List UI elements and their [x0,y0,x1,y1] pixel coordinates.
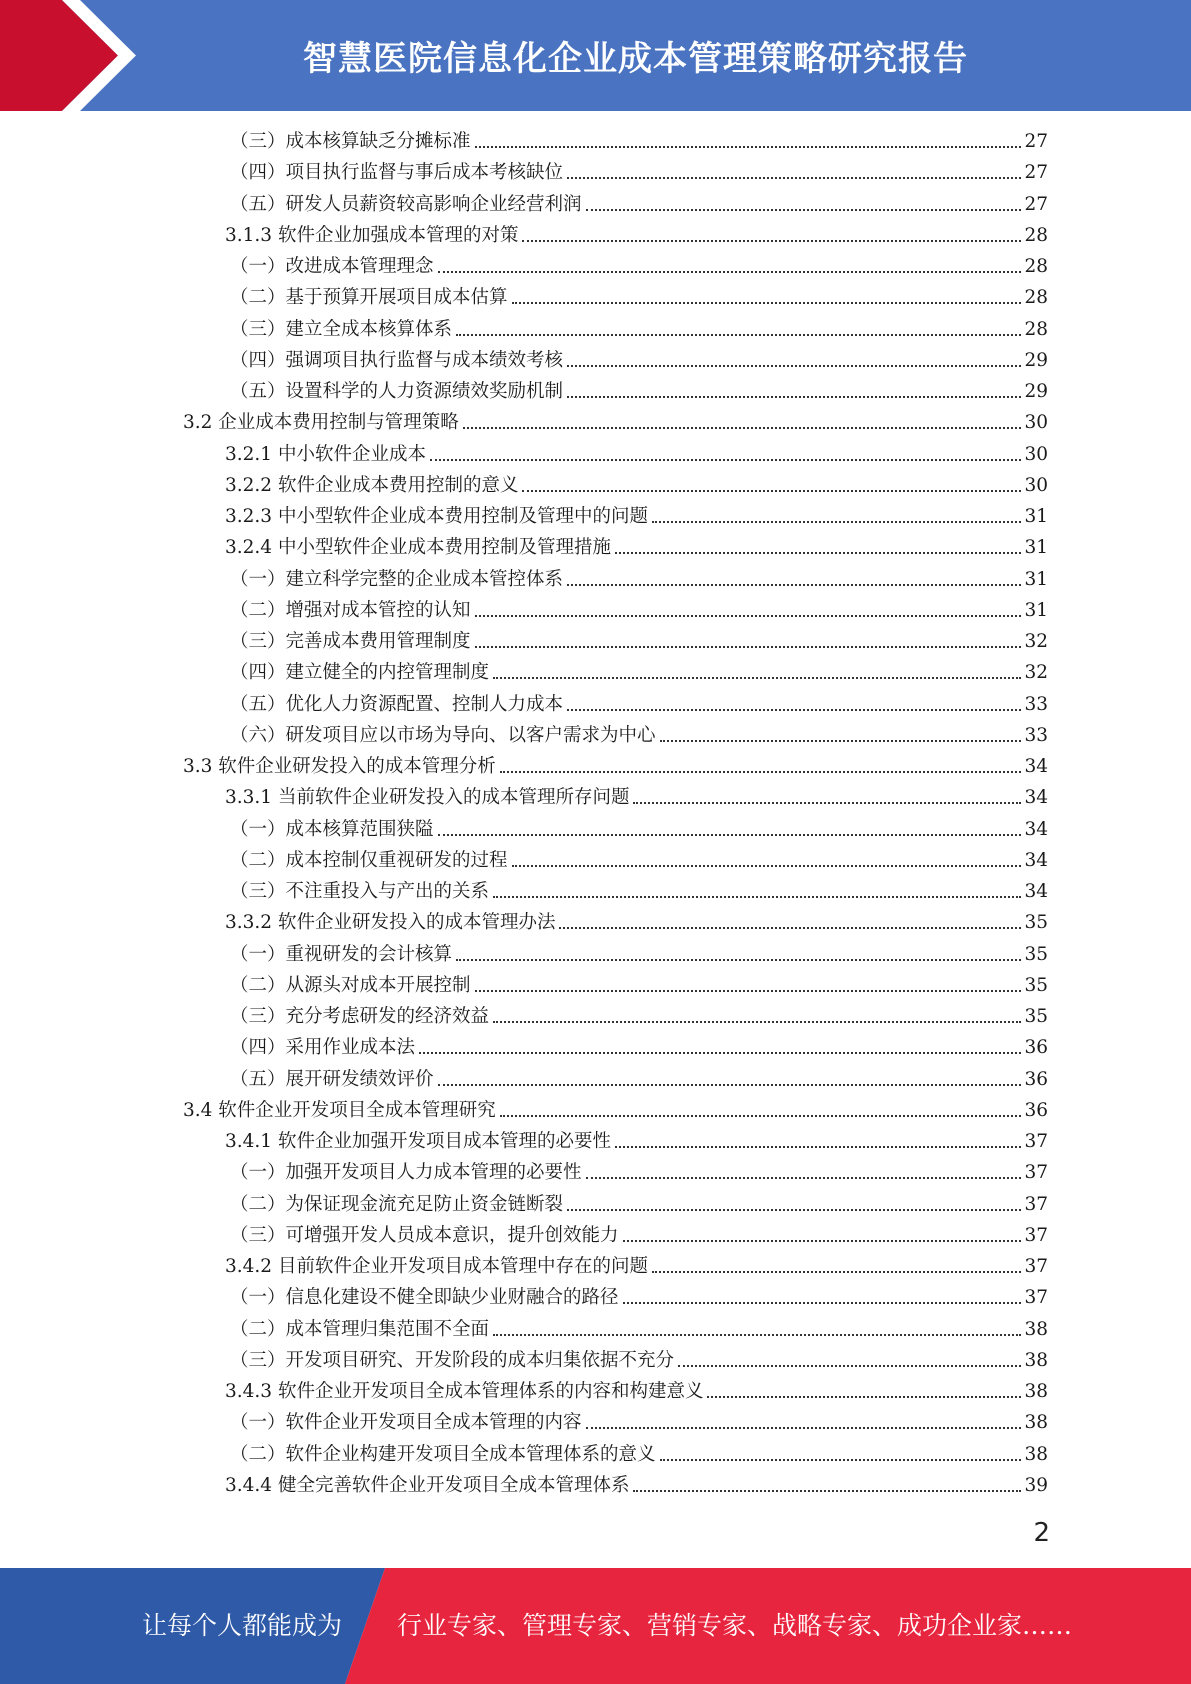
toc-entry[interactable] [225,220,1048,251]
toc-entry[interactable] [230,1032,1048,1063]
toc-dot-leader [493,677,1021,679]
toc-entry-label: （三）开发项目研究、开发阶段的成本归集依据不充分 [230,1349,675,1371]
toc-dot-leader [500,1115,1022,1117]
toc-entry-label: （四）建立健全的内控管理制度 [230,662,490,684]
toc-entry-label: （二）增强对成本管控的认知 [230,599,471,621]
toc-entry-page: 34 [1024,881,1048,902]
toc-entry-page: 38 [1024,1349,1048,1371]
toc-entry-label: （二）成本管理归集范围不全面 [230,1318,490,1340]
toc-dot-leader [623,1240,1022,1242]
toc-entry[interactable] [230,720,1048,751]
toc-entry-label: （三）充分考虑研发的经济效益 [230,1006,490,1027]
toc-entry-page: 29 [1024,381,1048,402]
toc-entry[interactable] [183,1095,1048,1126]
toc-entry[interactable] [230,814,1048,845]
toc-entry-page: 37 [1024,1162,1048,1184]
toc-entry-page: 35 [1024,943,1048,965]
toc-dot-leader [456,334,1021,336]
toc-dot-leader [456,959,1021,961]
toc-entry-page: 31 [1024,537,1048,559]
toc-entry-label: （六）研发项目应以市场为导向、以客户需求为中心 [230,724,656,746]
toc-entry-page: 28 [1024,224,1048,246]
toc-entry[interactable] [230,1407,1048,1438]
toc-dot-leader [475,990,1022,992]
toc-dot-leader [438,1084,1022,1086]
toc-dot-leader [652,521,1021,523]
toc-dot-leader [559,927,1021,929]
toc-entry[interactable] [225,1376,1048,1407]
page-footer [0,1568,1191,1684]
page-number: 2 [1033,1518,1050,1548]
toc-entry-label: 3.4.2 目前软件企业开发项目成本管理中存在的问题 [225,1256,648,1277]
toc-dot-leader [586,209,1022,211]
toc-entry-label: 3.3 软件企业研发投入的成本管理分析 [183,756,496,777]
toc-entry-page: 38 [1024,1381,1048,1402]
toc-entry-label: 3.4 软件企业开发项目全成本管理研究 [183,1099,496,1121]
toc-entry[interactable] [225,907,1048,938]
toc-entry[interactable] [230,939,1048,970]
toc-entry[interactable] [230,626,1048,657]
toc-entry-label: 3.4.3 软件企业开发项目全成本管理体系的内容和构建意义 [225,1381,704,1402]
toc-entry-label: （五）展开研发绩效评价 [230,1068,434,1090]
toc-entry-label: 3.2.4 中小型软件企业成本费用控制及管理措施 [225,537,611,559]
toc-entry-label: 3.3.2 软件企业研发投入的成本管理办法 [225,912,556,934]
toc-dot-leader [522,240,1021,242]
toc-entry[interactable] [230,689,1048,720]
toc-entry-label: （二）为保证现金流充足防止资金链断裂 [230,1193,564,1215]
toc-entry[interactable] [230,314,1048,345]
toc-dot-leader [430,459,1021,461]
toc-entry[interactable] [230,157,1048,188]
toc-entry-page: 30 [1024,412,1048,434]
toc-entry[interactable] [230,1314,1048,1345]
document-title: 智慧医院信息化企业成本管理策略研究报告 [303,39,968,79]
toc-entry-page: 33 [1024,693,1048,715]
toc-dot-leader [463,427,1022,429]
toc-dot-leader [615,1146,1021,1148]
toc-entry-page: 37 [1024,1224,1048,1246]
toc-entry[interactable] [230,189,1048,220]
toc-dot-leader [567,709,1021,711]
toc-entry-page: 28 [1024,318,1048,340]
toc-entry-page: 38 [1024,1318,1048,1340]
toc-entry[interactable] [230,1064,1048,1095]
toc-entry-page: 36 [1024,1068,1048,1090]
toc-dot-leader [493,1021,1021,1023]
toc-dot-leader [512,302,1022,304]
toc-entry-page: 27 [1024,193,1048,215]
toc-entry-page: 27 [1024,162,1048,184]
toc-dot-leader [652,1271,1021,1273]
toc-entry[interactable] [230,1220,1048,1251]
toc-entry-label: （四）采用作业成本法 [230,1037,416,1059]
toc-entry-page: 36 [1024,1099,1048,1121]
footer-slogan-right: 行业专家、管理专家、营销专家、战略专家、成功企业家…… [397,1611,1073,1640]
toc-entry-page: 28 [1024,287,1048,309]
toc-entry-label: （五）设置科学的人力资源绩效奖励机制 [230,381,564,402]
toc-dot-leader [475,146,1022,148]
toc-entry[interactable] [225,501,1048,532]
toc-entry[interactable] [230,345,1048,376]
toc-entry-page: 29 [1024,349,1048,371]
toc-entry[interactable] [225,439,1048,470]
toc-dot-leader [475,646,1022,648]
toc-entry-label: （三）可增强开发人员成本意识，提升创效能力 [230,1224,619,1246]
toc-entry-label: （四）强调项目执行监督与成本绩效考核 [230,349,564,371]
toc-entry[interactable] [230,1157,1048,1188]
footer-slogan-left: 让每个人都能成为 [142,1611,343,1640]
toc-entry-label: （一）改进成本管理理念 [230,256,434,277]
toc-entry-label: 3.4.1 软件企业加强开发项目成本管理的必要性 [225,1131,611,1152]
header-arrow-decoration [0,0,160,111]
toc-entry[interactable] [225,1126,1048,1157]
toc-entry-label: （一）重视研发的会计核算 [230,943,453,965]
toc-entry-page: 34 [1024,849,1048,871]
toc-entry-label: （三）完善成本费用管理制度 [230,631,471,652]
toc-dot-leader [678,1365,1021,1367]
toc-entry[interactable] [230,657,1048,688]
toc-dot-leader [567,365,1021,367]
toc-entry-page: 34 [1024,818,1048,840]
toc-dot-leader [586,1177,1022,1179]
toc-dot-leader [500,771,1022,773]
toc-dot-leader [567,396,1021,398]
toc-entry-page: 38 [1024,1412,1048,1434]
toc-entry-label: 3.2.3 中小型软件企业成本费用控制及管理中的问题 [225,506,648,527]
toc-entry[interactable] [230,970,1048,1001]
toc-entry[interactable] [230,376,1048,407]
toc-entry[interactable] [225,1251,1048,1282]
toc-entry-page: 38 [1024,1443,1048,1465]
toc-dot-leader [567,1209,1021,1211]
toc-entry-label: 3.1.3 软件企业加强成本管理的对策 [225,224,519,246]
toc-entry-page: 35 [1024,912,1048,934]
toc-dot-leader [567,177,1021,179]
toc-entry-label: 3.3.1 当前软件企业研发投入的成本管理所存问题 [225,787,630,809]
toc-dot-leader [475,615,1022,617]
toc-entry-label: （一）建立科学完整的企业成本管控体系 [230,568,564,590]
toc-dot-leader [623,1302,1022,1304]
toc-entry-label: 3.2.2 软件企业成本费用控制的意义 [225,474,519,496]
toc-entry-page: 31 [1024,506,1048,527]
toc-entry[interactable] [230,1345,1048,1376]
toc-entry[interactable] [230,1001,1048,1032]
toc-entry-page: 37 [1024,1193,1048,1215]
toc-dot-leader [419,1052,1021,1054]
toc-entry-label: （三）建立全成本核算体系 [230,318,453,340]
toc-entry-page: 27 [1024,131,1048,152]
toc-entry[interactable] [183,751,1048,782]
toc-entry[interactable] [230,251,1048,282]
toc-entry-label: 3.2 企业成本费用控制与管理策略 [183,412,459,434]
page-header [0,0,1191,111]
toc-entry-page: 31 [1024,568,1048,590]
toc-entry[interactable] [230,1189,1048,1220]
toc-entry[interactable] [225,1470,1048,1501]
toc-entry[interactable] [225,470,1048,501]
toc-dot-leader [633,1490,1021,1492]
toc-entry-label: （二）成本控制仅重视研发的过程 [230,849,508,871]
toc-entry-page: 37 [1024,1287,1048,1309]
toc-entry[interactable] [230,1282,1048,1313]
toc-entry-label: （二）基于预算开展项目成本估算 [230,287,508,309]
toc-entry-page: 35 [1024,974,1048,996]
toc-entry[interactable] [225,782,1048,813]
toc-entry-page: 39 [1024,1474,1048,1496]
toc-entry[interactable] [230,845,1048,876]
toc-entry-page: 31 [1024,599,1048,621]
toc-entry[interactable] [230,126,1048,157]
toc-entry[interactable] [183,407,1048,438]
toc-dot-leader [438,271,1022,273]
toc-dot-leader [567,584,1021,586]
toc-entry-page: 28 [1024,256,1048,277]
toc-dot-leader [660,1459,1022,1461]
toc-entry-label: （三）不注重投入与产出的关系 [230,881,490,902]
toc-entry[interactable] [230,564,1048,595]
toc-entry-label: 3.2.1 中小软件企业成本 [225,443,426,465]
toc-entry[interactable] [230,876,1048,907]
toc-dot-leader [660,740,1022,742]
toc-entry-page: 37 [1024,1256,1048,1277]
toc-entry-label: （二）从源头对成本开展控制 [230,974,471,996]
toc-entry-label: （五）研发人员薪资较高影响企业经营利润 [230,193,582,215]
toc-entry-page: 34 [1024,787,1048,809]
toc-dot-leader [438,834,1022,836]
toc-dot-leader [586,1427,1022,1429]
toc-entry-label: （二）软件企业构建开发项目全成本管理体系的意义 [230,1443,656,1465]
toc-entry-label: （一）信息化建设不健全即缺少业财融合的路径 [230,1287,619,1309]
toc-entry-page: 35 [1024,1006,1048,1027]
toc-entry-label: （五）优化人力资源配置、控制人力成本 [230,693,564,715]
toc-entry-label: （四）项目执行监督与事后成本考核缺位 [230,162,564,184]
toc-entry-label: （三）成本核算缺乏分摊标准 [230,131,471,152]
toc-entry-page: 36 [1024,1037,1048,1059]
toc-entry[interactable] [230,282,1048,313]
toc-entry-label: （一）软件企业开发项目全成本管理的内容 [230,1412,582,1434]
toc-dot-leader [493,1334,1021,1336]
toc-entry-page: 34 [1024,756,1048,777]
toc-dot-leader [633,802,1021,804]
toc-entry-label: 3.4.4 健全完善软件企业开发项目全成本管理体系 [225,1474,630,1496]
toc-dot-leader [493,896,1021,898]
toc-entry-page: 32 [1024,631,1048,652]
toc-entry[interactable] [230,595,1048,626]
toc-entry-label: （一）加强开发项目人力成本管理的必要性 [230,1162,582,1184]
toc-dot-leader [615,552,1021,554]
toc-entry[interactable] [225,532,1048,563]
toc-entry-page: 37 [1024,1131,1048,1152]
toc-dot-leader [512,865,1022,867]
toc-entry-page: 33 [1024,724,1048,746]
toc-dot-leader [707,1396,1021,1398]
toc-entry-page: 32 [1024,662,1048,684]
toc-entry-page: 30 [1024,443,1048,465]
toc-entry-label: （一）成本核算范围狭隘 [230,818,434,840]
toc-entry-page: 30 [1024,474,1048,496]
toc-dot-leader [522,490,1021,492]
toc-entry[interactable] [230,1439,1048,1470]
